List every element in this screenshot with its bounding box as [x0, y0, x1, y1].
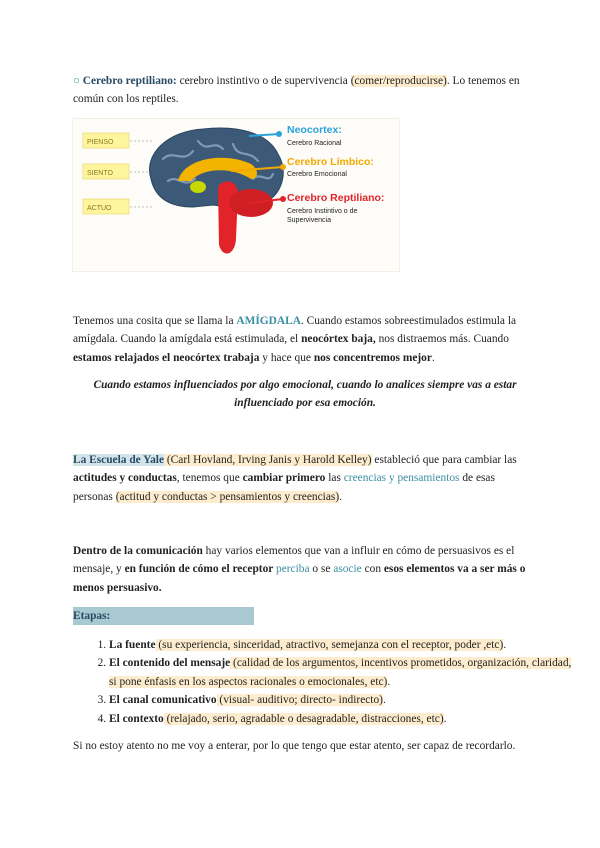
- label-siento: [83, 164, 129, 179]
- reptiliano-sub-2: Supervivencia: [287, 217, 331, 224]
- svg-text:PIENSO: PIENSO: [87, 139, 114, 146]
- intro-paragraph: ○ Cerebro reptiliano: cerebro instintivo o de supervivencia (comer/reproducirse). Lo tenemos en común con los reptiles.: [73, 75, 520, 106]
- reptiliano-title: Cerebro Reptiliano:: [287, 192, 385, 204]
- etapas-list: [73, 636, 579, 728]
- yale-paragraph: La Escuela de Yale (Carl Hovland, Irving Janis y Harold Kelley) estableció que para cambiar las actitudes y conductas, tenemos que cambiar primero las creencias y pensamientos de esas personas (actitud y conductas > pensamientos y creencias).: [73, 454, 517, 503]
- neocortex-title: Neocortex:: [287, 124, 342, 136]
- reptiliano-shape: [218, 181, 273, 253]
- limbico-sub: Cerebro Emocional: [287, 171, 347, 178]
- comunicacion-paragraph: Dentro de la comunicación hay varios elementos que van a influir en cómo de persuasivos es el mensaje, y en función de cómo el receptor perciba o se asocie con esos elementos va a ser más o menos persuasivo.: [73, 545, 526, 594]
- bullet-circle: ○: [73, 75, 80, 87]
- label-actuo: [83, 199, 129, 214]
- neocortex-sub: Cerebro Racional: [287, 140, 342, 147]
- term-cerebro-reptiliano: Cerebro reptiliano:: [82, 75, 177, 87]
- label-pienso: [83, 133, 129, 148]
- emotion-quote: Cuando estamos influenciados por algo emocional, cuando lo analices siempre vas a estar influenciado por esa emoción.: [93, 379, 517, 410]
- brain-diagram: [72, 118, 400, 272]
- svg-text:SIENTO: SIENTO: [87, 170, 113, 177]
- etapas-heading: Etapas:: [73, 610, 111, 622]
- highlight-comer: (comer/reproducirse): [350, 75, 447, 87]
- amigdala-paragraph: Tenemos una cosita que se llama la AMÍGDALA. Cuando estamos sobreestimulados estimula la amígdala. Cuando la amígdala está estimulada, el neocórtex baja, nos distraemos más. Cuando estamos relajados el neocórtex trabaja y hace que nos concentremos mejor.: [73, 315, 517, 364]
- term-amigdala: AMÍGDALA: [236, 315, 301, 327]
- reptiliano-sub-1: Cerebro Instintivo o de: [287, 208, 358, 215]
- brain-illustration: [73, 119, 399, 271]
- term-escuela-yale: La Escuela de Yale: [73, 454, 165, 466]
- svg-text:ACTUO: ACTUO: [87, 205, 112, 212]
- closing-paragraph: Si no estoy atento no me voy a enterar, por lo que tengo que estar atento, ser capaz de recordarlo.: [73, 740, 516, 752]
- list-item: 4. El contexto (relajado, serio, agradable o desagradable, distracciones, etc).: [109, 710, 579, 728]
- list-item: 1. La fuente (su experiencia, sinceridad, atractivo, semejanza con el receptor, poder ,etc).: [109, 636, 579, 654]
- list-item: 2. El contenido del mensaje (calidad de los argumentos, incentivos prometidos, organización, claridad, si pone énfasis en los aspectos racionales o emocionales, etc).: [109, 654, 579, 691]
- list-item: 3. El canal comunicativo (visual- auditivo; directo- indirecto).: [109, 691, 579, 709]
- limbico-title: Cerebro Límbico:: [287, 156, 374, 168]
